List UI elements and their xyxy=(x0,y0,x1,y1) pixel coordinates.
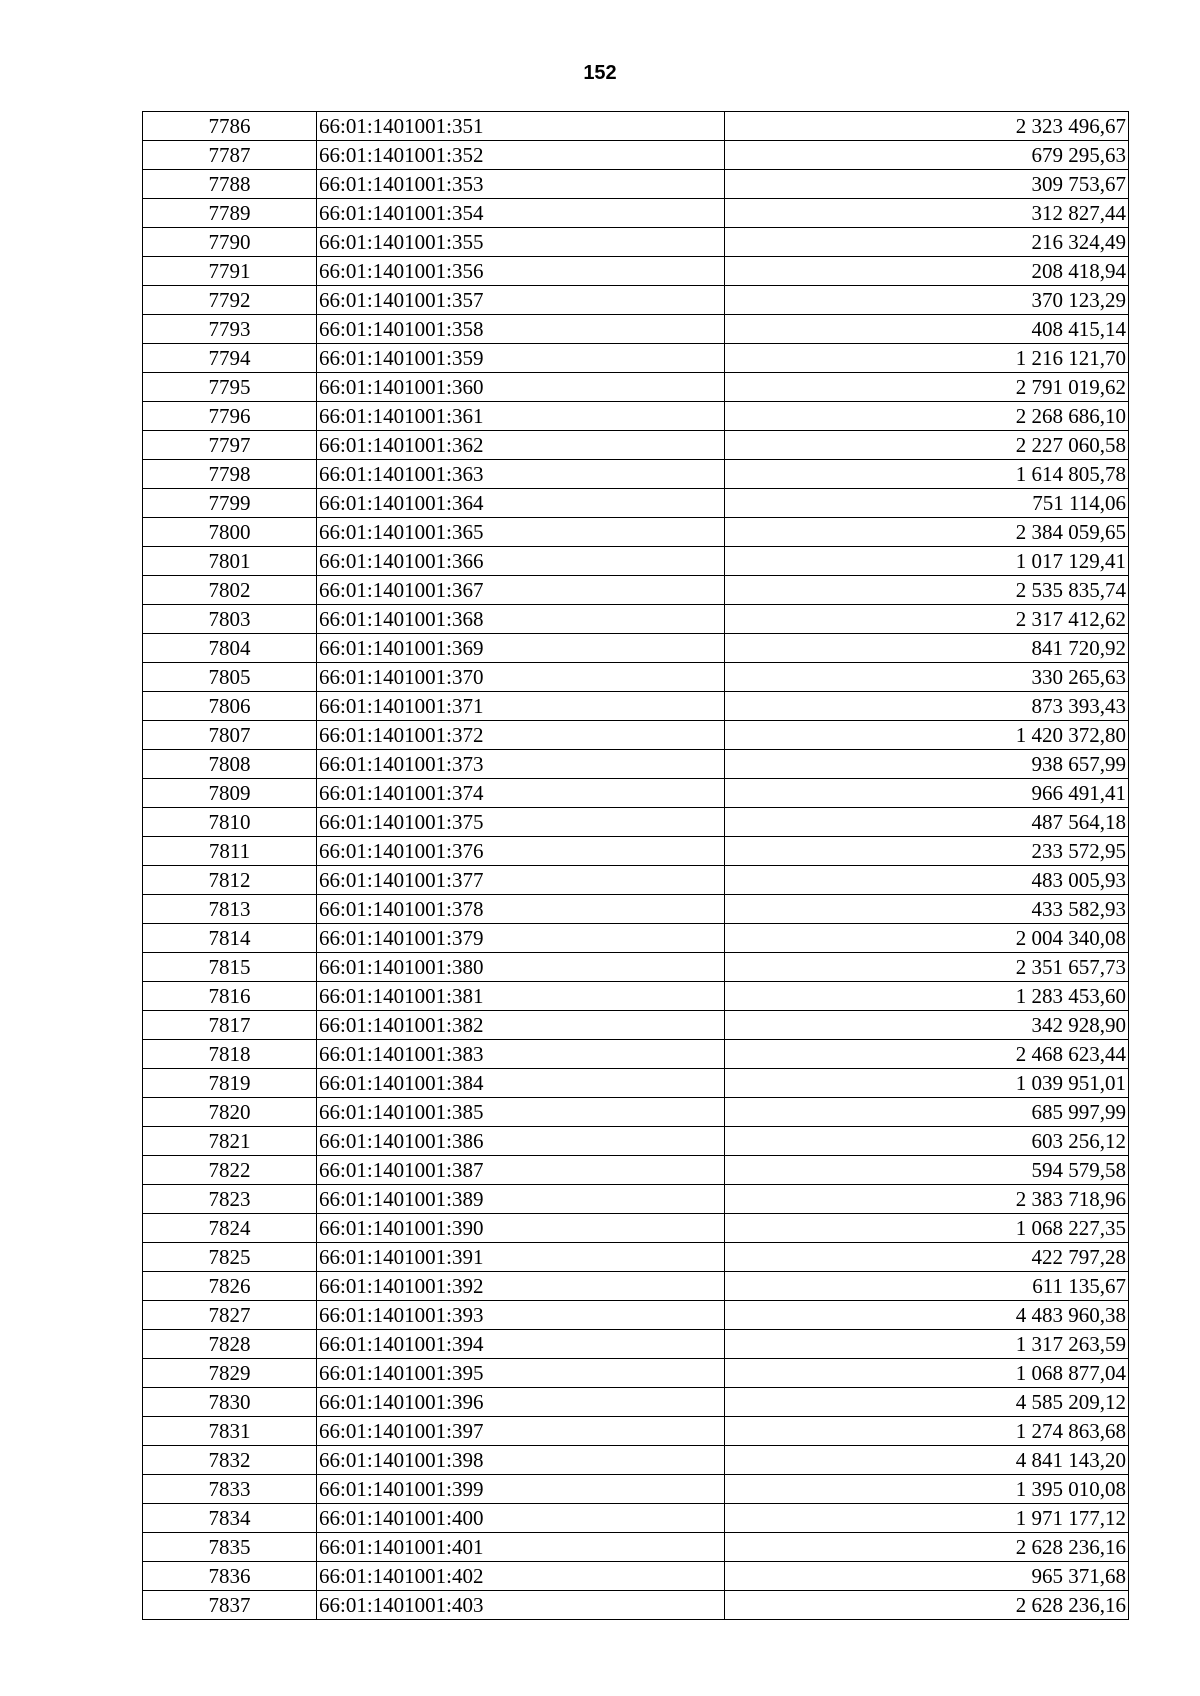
cadastral-number-cell: 66:01:1401001:397 xyxy=(317,1417,725,1446)
cadastral-number-cell: 66:01:1401001:373 xyxy=(317,750,725,779)
table-row xyxy=(143,982,1129,1011)
table-row xyxy=(143,431,1129,460)
row-number-cell: 7800 xyxy=(143,518,317,547)
cadastral-number-cell: 66:01:1401001:359 xyxy=(317,344,725,373)
table-row xyxy=(143,1011,1129,1040)
table-row xyxy=(143,1591,1129,1620)
row-number-cell: 7829 xyxy=(143,1359,317,1388)
cadastral-value-cell: 233 572,95 xyxy=(725,837,1129,866)
cadastral-number-cell: 66:01:1401001:394 xyxy=(317,1330,725,1359)
cadastral-number-cell: 66:01:1401001:379 xyxy=(317,924,725,953)
cadastral-value-cell: 965 371,68 xyxy=(725,1562,1129,1591)
cadastral-number-cell: 66:01:1401001:393 xyxy=(317,1301,725,1330)
cadastral-number-cell: 66:01:1401001:366 xyxy=(317,547,725,576)
row-number-cell: 7789 xyxy=(143,199,317,228)
table-row xyxy=(143,924,1129,953)
row-number-cell: 7833 xyxy=(143,1475,317,1504)
table-row xyxy=(143,663,1129,692)
row-number-cell: 7820 xyxy=(143,1098,317,1127)
table-row xyxy=(143,112,1129,141)
table-row xyxy=(143,199,1129,228)
cadastral-number-cell: 66:01:1401001:369 xyxy=(317,634,725,663)
cadastral-number-cell: 66:01:1401001:372 xyxy=(317,721,725,750)
cadastral-value-cell: 2 383 718,96 xyxy=(725,1185,1129,1214)
row-number-cell: 7805 xyxy=(143,663,317,692)
cadastral-number-cell: 66:01:1401001:361 xyxy=(317,402,725,431)
table-row xyxy=(143,692,1129,721)
row-number-cell: 7837 xyxy=(143,1591,317,1620)
row-number-cell: 7836 xyxy=(143,1562,317,1591)
cadastral-value-cell: 685 997,99 xyxy=(725,1098,1129,1127)
cadastral-number-cell: 66:01:1401001:403 xyxy=(317,1591,725,1620)
table-row xyxy=(143,1156,1129,1185)
row-number-cell: 7827 xyxy=(143,1301,317,1330)
cadastral-number-cell: 66:01:1401001:390 xyxy=(317,1214,725,1243)
table-row xyxy=(143,1388,1129,1417)
cadastral-number-cell: 66:01:1401001:358 xyxy=(317,315,725,344)
cadastral-number-cell: 66:01:1401001:363 xyxy=(317,460,725,489)
cadastral-value-cell: 342 928,90 xyxy=(725,1011,1129,1040)
row-number-cell: 7817 xyxy=(143,1011,317,1040)
row-number-cell: 7802 xyxy=(143,576,317,605)
row-number-cell: 7822 xyxy=(143,1156,317,1185)
row-number-cell: 7787 xyxy=(143,141,317,170)
cadastral-value-cell: 2 268 686,10 xyxy=(725,402,1129,431)
cadastral-value-cell: 873 393,43 xyxy=(725,692,1129,721)
table-row xyxy=(143,315,1129,344)
table-row xyxy=(143,895,1129,924)
table-row xyxy=(143,1185,1129,1214)
cadastral-value-cell: 208 418,94 xyxy=(725,257,1129,286)
cadastral-number-cell: 66:01:1401001:355 xyxy=(317,228,725,257)
cadastral-number-cell: 66:01:1401001:371 xyxy=(317,692,725,721)
row-number-cell: 7814 xyxy=(143,924,317,953)
row-number-cell: 7831 xyxy=(143,1417,317,1446)
cadastral-number-cell: 66:01:1401001:370 xyxy=(317,663,725,692)
cadastral-number-cell: 66:01:1401001:382 xyxy=(317,1011,725,1040)
cadastral-value-cell: 1 274 863,68 xyxy=(725,1417,1129,1446)
table-row xyxy=(143,1272,1129,1301)
cadastral-value-cell: 1 017 129,41 xyxy=(725,547,1129,576)
table-row xyxy=(143,576,1129,605)
cadastral-number-cell: 66:01:1401001:381 xyxy=(317,982,725,1011)
cadastral-value-cell: 966 491,41 xyxy=(725,779,1129,808)
row-number-cell: 7818 xyxy=(143,1040,317,1069)
table-row xyxy=(143,1475,1129,1504)
cadastral-value-cell: 603 256,12 xyxy=(725,1127,1129,1156)
cadastral-value-cell: 309 753,67 xyxy=(725,170,1129,199)
table-row xyxy=(143,1562,1129,1591)
table-row xyxy=(143,489,1129,518)
cadastral-value-cell: 1 395 010,08 xyxy=(725,1475,1129,1504)
table-row xyxy=(143,1127,1129,1156)
cadastral-value-cell: 1 068 877,04 xyxy=(725,1359,1129,1388)
cadastral-number-cell: 66:01:1401001:384 xyxy=(317,1069,725,1098)
table-row xyxy=(143,837,1129,866)
cadastral-value-cell: 2 384 059,65 xyxy=(725,518,1129,547)
row-number-cell: 7798 xyxy=(143,460,317,489)
row-number-cell: 7796 xyxy=(143,402,317,431)
table-row xyxy=(143,1069,1129,1098)
cadastral-number-cell: 66:01:1401001:387 xyxy=(317,1156,725,1185)
cadastral-number-cell: 66:01:1401001:401 xyxy=(317,1533,725,1562)
cadastral-value-cell: 330 265,63 xyxy=(725,663,1129,692)
table-row xyxy=(143,1243,1129,1272)
table-row xyxy=(143,721,1129,750)
cadastral-value-cell: 679 295,63 xyxy=(725,141,1129,170)
page-number: 152 xyxy=(583,62,617,84)
table-row xyxy=(143,1359,1129,1388)
row-number-cell: 7812 xyxy=(143,866,317,895)
row-number-cell: 7815 xyxy=(143,953,317,982)
row-number-cell: 7813 xyxy=(143,895,317,924)
row-number-cell: 7803 xyxy=(143,605,317,634)
table-row xyxy=(143,1330,1129,1359)
table-row xyxy=(143,460,1129,489)
cadastral-number-cell: 66:01:1401001:367 xyxy=(317,576,725,605)
cadastral-value-cell: 1 614 805,78 xyxy=(725,460,1129,489)
cadastral-number-cell: 66:01:1401001:396 xyxy=(317,1388,725,1417)
cadastral-value-cell: 433 582,93 xyxy=(725,895,1129,924)
cadastral-number-cell: 66:01:1401001:365 xyxy=(317,518,725,547)
table-row xyxy=(143,1214,1129,1243)
row-number-cell: 7823 xyxy=(143,1185,317,1214)
cadastral-value-table xyxy=(142,111,1129,1620)
cadastral-value-cell: 370 123,29 xyxy=(725,286,1129,315)
cadastral-value-cell: 216 324,49 xyxy=(725,228,1129,257)
table-row xyxy=(143,518,1129,547)
row-number-cell: 7807 xyxy=(143,721,317,750)
cadastral-value-cell: 2 535 835,74 xyxy=(725,576,1129,605)
table-row xyxy=(143,750,1129,779)
cadastral-number-cell: 66:01:1401001:400 xyxy=(317,1504,725,1533)
cadastral-value-cell: 1 039 951,01 xyxy=(725,1069,1129,1098)
row-number-cell: 7819 xyxy=(143,1069,317,1098)
cadastral-number-cell: 66:01:1401001:375 xyxy=(317,808,725,837)
table-row xyxy=(143,547,1129,576)
cadastral-number-cell: 66:01:1401001:356 xyxy=(317,257,725,286)
cadastral-value-cell: 4 585 209,12 xyxy=(725,1388,1129,1417)
cadastral-number-cell: 66:01:1401001:383 xyxy=(317,1040,725,1069)
row-number-cell: 7809 xyxy=(143,779,317,808)
cadastral-value-cell: 1 068 227,35 xyxy=(725,1214,1129,1243)
cadastral-value-cell: 2 628 236,16 xyxy=(725,1591,1129,1620)
cadastral-value-cell: 487 564,18 xyxy=(725,808,1129,837)
row-number-cell: 7825 xyxy=(143,1243,317,1272)
cadastral-value-cell: 2 351 657,73 xyxy=(725,953,1129,982)
table-row xyxy=(143,1446,1129,1475)
table-row xyxy=(143,286,1129,315)
row-number-cell: 7834 xyxy=(143,1504,317,1533)
cadastral-value-cell: 2 628 236,16 xyxy=(725,1533,1129,1562)
cadastral-number-cell: 66:01:1401001:354 xyxy=(317,199,725,228)
cadastral-value-cell: 1 420 372,80 xyxy=(725,721,1129,750)
row-number-cell: 7806 xyxy=(143,692,317,721)
cadastral-number-cell: 66:01:1401001:368 xyxy=(317,605,725,634)
cadastral-value-cell: 408 415,14 xyxy=(725,315,1129,344)
cadastral-value-cell: 4 483 960,38 xyxy=(725,1301,1129,1330)
cadastral-number-cell: 66:01:1401001:395 xyxy=(317,1359,725,1388)
row-number-cell: 7792 xyxy=(143,286,317,315)
cadastral-value-cell: 2 227 060,58 xyxy=(725,431,1129,460)
row-number-cell: 7824 xyxy=(143,1214,317,1243)
cadastral-number-cell: 66:01:1401001:378 xyxy=(317,895,725,924)
table-row xyxy=(143,373,1129,402)
row-number-cell: 7795 xyxy=(143,373,317,402)
cadastral-number-cell: 66:01:1401001:376 xyxy=(317,837,725,866)
cadastral-number-cell: 66:01:1401001:374 xyxy=(317,779,725,808)
cadastral-value-cell: 938 657,99 xyxy=(725,750,1129,779)
cadastral-number-cell: 66:01:1401001:364 xyxy=(317,489,725,518)
table-row xyxy=(143,257,1129,286)
row-number-cell: 7808 xyxy=(143,750,317,779)
cadastral-number-cell: 66:01:1401001:399 xyxy=(317,1475,725,1504)
cadastral-value-cell: 2 323 496,67 xyxy=(725,112,1129,141)
table-row xyxy=(143,808,1129,837)
cadastral-value-cell: 611 135,67 xyxy=(725,1272,1129,1301)
row-number-cell: 7826 xyxy=(143,1272,317,1301)
row-number-cell: 7832 xyxy=(143,1446,317,1475)
cadastral-value-cell: 2 468 623,44 xyxy=(725,1040,1129,1069)
cadastral-value-cell: 2 317 412,62 xyxy=(725,605,1129,634)
table-row xyxy=(143,634,1129,663)
row-number-cell: 7828 xyxy=(143,1330,317,1359)
row-number-cell: 7799 xyxy=(143,489,317,518)
cadastral-number-cell: 66:01:1401001:353 xyxy=(317,170,725,199)
cadastral-number-cell: 66:01:1401001:380 xyxy=(317,953,725,982)
row-number-cell: 7788 xyxy=(143,170,317,199)
cadastral-value-cell: 751 114,06 xyxy=(725,489,1129,518)
cadastral-value-cell: 1 317 263,59 xyxy=(725,1330,1129,1359)
table-row xyxy=(143,228,1129,257)
table-row xyxy=(143,866,1129,895)
row-number-cell: 7816 xyxy=(143,982,317,1011)
table-row xyxy=(143,1504,1129,1533)
cadastral-number-cell: 66:01:1401001:386 xyxy=(317,1127,725,1156)
table-row xyxy=(143,1533,1129,1562)
row-number-cell: 7810 xyxy=(143,808,317,837)
cadastral-number-cell: 66:01:1401001:362 xyxy=(317,431,725,460)
row-number-cell: 7790 xyxy=(143,228,317,257)
table-row xyxy=(143,779,1129,808)
table-body xyxy=(143,112,1129,1620)
table-row xyxy=(143,170,1129,199)
cadastral-number-cell: 66:01:1401001:377 xyxy=(317,866,725,895)
table-row xyxy=(143,1417,1129,1446)
cadastral-number-cell: 66:01:1401001:392 xyxy=(317,1272,725,1301)
cadastral-value-cell: 841 720,92 xyxy=(725,634,1129,663)
table-row xyxy=(143,1301,1129,1330)
cadastral-number-cell: 66:01:1401001:352 xyxy=(317,141,725,170)
cadastral-number-cell: 66:01:1401001:385 xyxy=(317,1098,725,1127)
cadastral-value-cell: 1 283 453,60 xyxy=(725,982,1129,1011)
row-number-cell: 7835 xyxy=(143,1533,317,1562)
cadastral-value-cell: 2 004 340,08 xyxy=(725,924,1129,953)
table-row xyxy=(143,344,1129,373)
cadastral-number-cell: 66:01:1401001:357 xyxy=(317,286,725,315)
row-number-cell: 7830 xyxy=(143,1388,317,1417)
cadastral-value-cell: 483 005,93 xyxy=(725,866,1129,895)
cadastral-value-cell: 1 971 177,12 xyxy=(725,1504,1129,1533)
cadastral-value-cell: 312 827,44 xyxy=(725,199,1129,228)
table-row xyxy=(143,605,1129,634)
cadastral-value-cell: 2 791 019,62 xyxy=(725,373,1129,402)
cadastral-number-cell: 66:01:1401001:398 xyxy=(317,1446,725,1475)
row-number-cell: 7793 xyxy=(143,315,317,344)
cadastral-value-cell: 594 579,58 xyxy=(725,1156,1129,1185)
row-number-cell: 7794 xyxy=(143,344,317,373)
cadastral-value-cell: 1 216 121,70 xyxy=(725,344,1129,373)
cadastral-number-cell: 66:01:1401001:360 xyxy=(317,373,725,402)
row-number-cell: 7797 xyxy=(143,431,317,460)
row-number-cell: 7791 xyxy=(143,257,317,286)
row-number-cell: 7804 xyxy=(143,634,317,663)
row-number-cell: 7801 xyxy=(143,547,317,576)
row-number-cell: 7821 xyxy=(143,1127,317,1156)
row-number-cell: 7811 xyxy=(143,837,317,866)
cadastral-value-cell: 422 797,28 xyxy=(725,1243,1129,1272)
row-number-cell: 7786 xyxy=(143,112,317,141)
table-row xyxy=(143,141,1129,170)
cadastral-number-cell: 66:01:1401001:391 xyxy=(317,1243,725,1272)
table-row xyxy=(143,1040,1129,1069)
cadastral-value-cell: 4 841 143,20 xyxy=(725,1446,1129,1475)
table-row xyxy=(143,953,1129,982)
table-row xyxy=(143,402,1129,431)
cadastral-number-cell: 66:01:1401001:402 xyxy=(317,1562,725,1591)
cadastral-number-cell: 66:01:1401001:389 xyxy=(317,1185,725,1214)
cadastral-number-cell: 66:01:1401001:351 xyxy=(317,112,725,141)
table-row xyxy=(143,1098,1129,1127)
